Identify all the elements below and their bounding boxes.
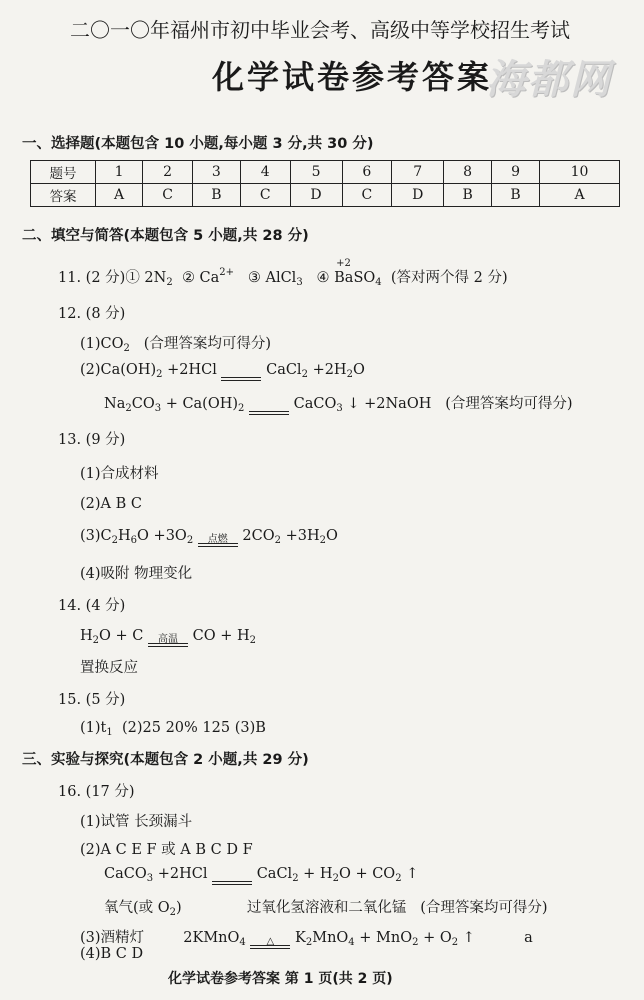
answer-cell: B [492,184,540,207]
section-heading-choice: 一、选择题(本题包含 10 小题,每小题 3 分,共 30 分) [22,136,374,152]
question-number: 10 [540,161,620,184]
reaction-condition-sign: △ [250,937,290,949]
section-heading-experiment: 三、实验与探究(本题包含 2 小题,共 29 分) [22,752,309,768]
watermark-logo: 海都网 [486,56,612,103]
question-number: 9 [492,161,540,184]
question-number: 3 [192,161,240,184]
answer-line-q16-1: (1)试管 长颈漏斗 [80,814,193,830]
table-row-numbers [31,161,620,184]
answer-cell: C [240,184,290,207]
reaction-condition-sign: 高温 [148,635,188,647]
question-head-q14: 14. (4 分) [58,598,126,614]
row-label-answer: 答案 [31,184,96,207]
answer-table [30,160,620,207]
answer-line-q12-2: $(2)Ca(OH)_2 +2HCl$ CaCl$_2$ $+2H_2O$ [80,362,365,380]
page-footer: 化学试卷参考答案 第 1 页(共 2 页) [168,971,393,987]
table-row-answers [31,184,620,207]
valence-formula: +2 BaSO [334,258,376,286]
answer-line-q12-3: $Na_2CO_3 + Ca(OH)_2$ CaCO$_3$ ↓ +2NaOH (合理答案均可得分) [104,396,573,414]
question-head-q16: 16. (17 分) [58,784,135,800]
answer-line-q13-4: (4)吸附 物理变化 [80,566,193,582]
answer-cell: D [392,184,444,207]
answer-line-q16-2: (2)A C E F 或 A B C D F [80,842,253,858]
answer-line-q13-2: (2)A B C [80,496,142,512]
answer-cell: B [444,184,492,207]
answer-line-q13-3: $(3)C_2H_6O +3O_2$ 点燃 $2CO_2 +3H_2O$ [80,528,338,546]
section-heading-fill: 二、填空与简答(本题包含 5 小题,共 28 分) [22,228,309,244]
question-number: 4 [240,161,290,184]
answer-line-q15-1: $(1)t_1$ (2)25 20% 125 (3)B [80,720,266,738]
answer-cell: A [96,184,143,207]
row-label-number: 题号 [31,161,96,184]
reaction-condition-sign: 点燃 [198,535,238,547]
question-number: 1 [96,161,143,184]
document-title: 化学试卷参考答案 [212,58,493,96]
question-number: 7 [392,161,444,184]
equals-sign [221,369,261,381]
answer-line-q16-4: 氧气(或 $O_2$) 过氧化氢溶液和二氧化锰 (合理答案均可得分) [104,900,548,918]
answer-line-q12-1: $(1)CO_2$ (合理答案均可得分) [80,336,272,354]
question-head-q15: 15. (5 分) [58,692,126,708]
question-head-q12: 12. (8 分) [58,306,126,322]
answer-line-q16-5: (3)酒精灯 2KMnO$_4$ △ $K_2MnO_4 + MnO_2 + O_2$ ↑ a [80,930,533,948]
exam-title: 二〇一〇年福州市初中毕业会考、高级中等学校招生考试 [70,18,570,42]
answer-cell: C [342,184,392,207]
equals-sign [249,403,289,415]
answer-cell: D [290,184,342,207]
answer-line-q14-2: 置换反应 [80,660,138,676]
answer-cell: A [540,184,620,207]
answer-line-q14-1: $H_2O + C$ 高温 CO + $H_2$ [80,628,256,646]
question-number: 2 [143,161,193,184]
answer-cell: C [143,184,193,207]
answer-cell: B [192,184,240,207]
question-number: 5 [290,161,342,184]
answer-line-q16-6: (4)B C D [80,946,144,962]
equals-sign [212,873,252,885]
question-head-q13: 13. (9 分) [58,432,126,448]
answer-line-q11: 11. (2 分)① $2N_2$ ② $Ca^{2+}$ ③ AlCl$_3$ ④ +2 BaSO$_4$ (答对两个得 2 分) [58,258,508,288]
answer-line-q16-3: CaCO$_3$ +2HCl CaCl$_2$ + $H_2O + CO_2$ ↑ [104,866,419,884]
question-number: 6 [342,161,392,184]
question-number: 8 [444,161,492,184]
answer-line-q13-1: (1)合成材料 [80,466,159,482]
